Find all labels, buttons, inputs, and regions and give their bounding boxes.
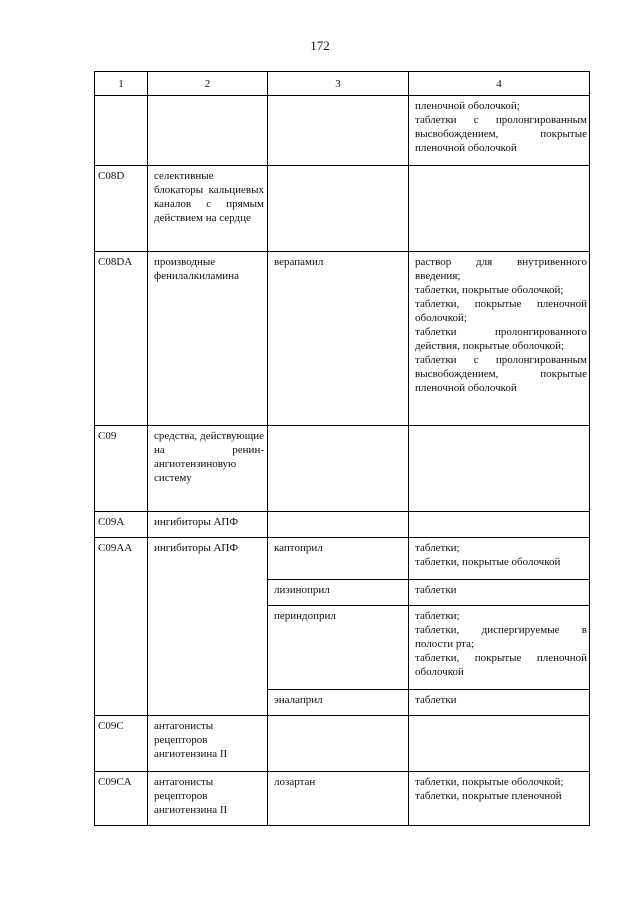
table-row [95, 252, 590, 426]
dosage-form: раствор для внутривенного введения; [415, 256, 587, 282]
drug-table [94, 71, 590, 826]
group-name-cell [148, 538, 268, 580]
table-row [95, 166, 590, 252]
dosage-form: таблетки с пролонгированным высвобождением, покрытые пленочной оболочкой [415, 114, 587, 154]
atc-code-cell: C09A [95, 512, 148, 538]
table-row [95, 538, 590, 580]
dosage-form: таблетки, покрытые оболочкой; [415, 284, 564, 296]
page-number: 172 [310, 38, 330, 53]
dosage-form: таблетки, покрытые оболочкой; [415, 776, 564, 788]
dosage-form: пленочной оболочкой; [415, 100, 520, 112]
dosage-forms-cell [409, 606, 590, 690]
dosage-forms-cell [409, 716, 590, 772]
dosage-forms-cell [409, 252, 590, 426]
group-name: селективные блокаторы кальциевых каналов с прямым действием на сердце [154, 170, 264, 224]
atc-code-cell: C08DA [95, 252, 148, 426]
dosage-form: таблетки, покрытые пленочной [415, 790, 562, 802]
drug-name-cell: лизиноприл [268, 580, 409, 606]
dosage-form: таблетки [415, 694, 457, 706]
dosage-form: таблетки, покрытые оболочкой [415, 556, 561, 568]
group-name: ингибиторы АПФ [154, 516, 239, 528]
table-row [95, 512, 590, 538]
drug-name-cell: лозартан [268, 772, 409, 826]
drug-name-cell: верапамил [268, 252, 409, 426]
drug-name-cell [268, 716, 409, 772]
drug-name-cell: периндоприл [268, 606, 409, 690]
table-row [95, 96, 590, 166]
atc-code-cell: C09AA [95, 538, 148, 580]
group-name-cell [148, 166, 268, 252]
group-name: средства, действующие на ренин-ангиотензиновую систему [154, 430, 264, 484]
group-name-cell [148, 512, 268, 538]
dosage-forms-cell [409, 96, 590, 166]
group-name-cell [148, 580, 268, 606]
group-name-cell [148, 606, 268, 690]
table-header-row [95, 72, 590, 96]
group-name-cell [148, 716, 268, 772]
dosage-forms-cell [409, 772, 590, 826]
dosage-forms-cell [409, 166, 590, 252]
atc-code-cell [95, 580, 148, 606]
table-row [95, 690, 590, 716]
group-name-cell [148, 772, 268, 826]
dosage-form: таблетки; [415, 542, 460, 554]
column-header-3: 3 [268, 72, 409, 96]
dosage-form: таблетки с пролонгированным высвобождением, покрытые пленочной оболочкой [415, 354, 587, 394]
dosage-form: таблетки, диспергируемые в полости рта; [415, 624, 587, 650]
group-name: антагонисты рецепторов ангиотензина II [154, 776, 228, 816]
atc-code-cell: C09C [95, 716, 148, 772]
atc-code-cell [95, 606, 148, 690]
drug-name-cell: каптоприл [268, 538, 409, 580]
dosage-forms-cell [409, 580, 590, 606]
dosage-forms-cell [409, 512, 590, 538]
dosage-form: таблетки; [415, 610, 460, 622]
column-header-1: 1 [95, 72, 148, 96]
drug-name-cell: эналаприл [268, 690, 409, 716]
dosage-form: таблетки, покрытые пленочной оболочкой [415, 652, 587, 678]
group-name: антагонисты рецепторов ангиотензина II [154, 720, 228, 760]
atc-code-cell: C08D [95, 166, 148, 252]
group-name-cell [148, 252, 268, 426]
atc-code-cell: C09 [95, 426, 148, 512]
table-row [95, 426, 590, 512]
atc-code-cell [95, 96, 148, 166]
dosage-form: таблетки, покрытые пленочной оболочкой; [415, 298, 587, 324]
group-name-cell [148, 96, 268, 166]
table-row [95, 580, 590, 606]
drug-name-cell [268, 426, 409, 512]
group-name: производные фенилалкиламина [154, 256, 239, 282]
dosage-forms-cell [409, 690, 590, 716]
drug-name-cell [268, 96, 409, 166]
drug-name-cell [268, 512, 409, 538]
dosage-form: таблетки [415, 584, 457, 596]
group-name-cell [148, 426, 268, 512]
atc-code-cell: C09CA [95, 772, 148, 826]
group-name: ингибиторы АПФ [154, 542, 239, 554]
column-header-2: 2 [148, 72, 268, 96]
dosage-form: таблетки пролонгированного действия, покрытые оболочкой; [415, 326, 587, 352]
dosage-forms-cell [409, 538, 590, 580]
table-row [95, 606, 590, 690]
drug-name-cell [268, 166, 409, 252]
column-header-4: 4 [409, 72, 590, 96]
atc-code-cell [95, 690, 148, 716]
dosage-forms-cell [409, 426, 590, 512]
table-row [95, 772, 590, 826]
group-name-cell [148, 690, 268, 716]
table-row [95, 716, 590, 772]
